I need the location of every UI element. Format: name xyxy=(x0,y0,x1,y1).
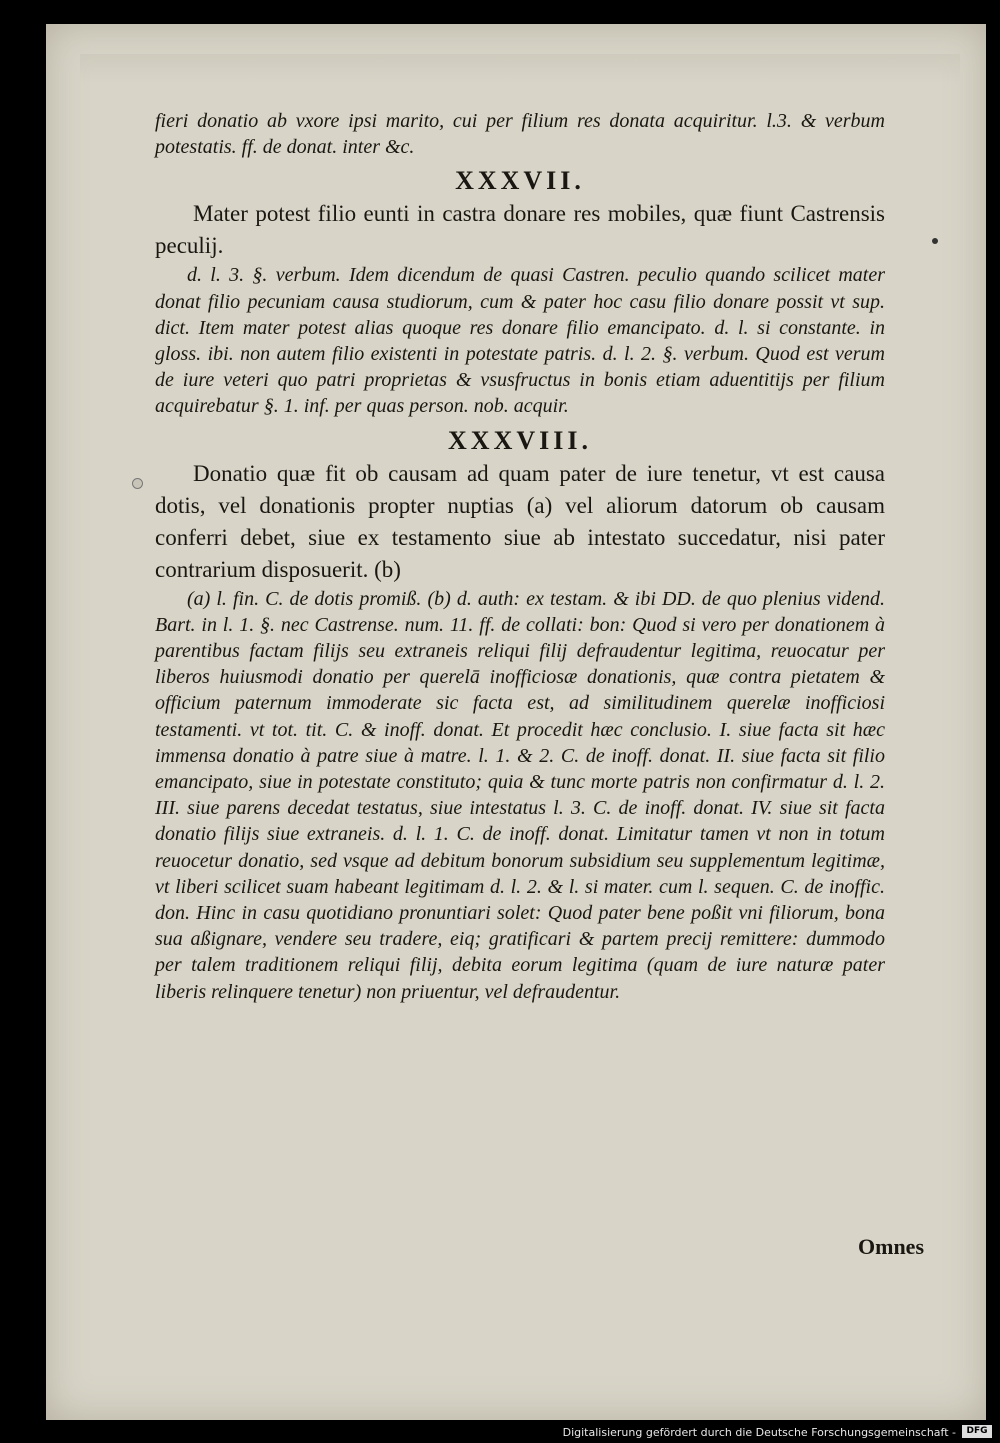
ink-spot xyxy=(932,238,938,244)
section-heading-37: XXXVII. xyxy=(455,166,585,196)
paper-hole xyxy=(132,478,143,489)
commentary-paragraph-38: (a) l. fin. C. de dotis promiß. (b) d. auth: ex testam. & ibi DD. de quo plenius vidend. Bart. in l. 1. §. nec Castrense. num. 11. ff. de collati: bon: Quod si vero per donationem à parentibus factam filijs seu extraneis reliqui filij defraudentur legitima, reuocatur per liberos huiusmodi donatio per querelā inofficiosæ donationis, quæ contra pietatem & officium paternum immoderate sic facta est, ad similitudinem querelæ inofficiosi testamenti. vt tot. tit. C. & inoff. donat. Et procedit hæc conclusio. I. siue facta sit hæc immensa donatio à patre siue à matre. l. 1. & 2. C. de inoff. donat. II. siue facta sit filio emancipato, siue in potestate constituto; quia & tunc morte patris non confirmatur d. l. 2. III. siue parens decedat testatus, siue intestatus l. 3. C. de inoff. donat. IV. siue sit facta donatio filijs siue extraneis. d. l. 1. C. de inoff. donat. Limitatur tamen vt non in totum reuocetur donatio, sed vsque ad debitum bonorum subsidium seu supplementum legitimæ, vt liberi scilicet suam habeant legitimam d. l. 2. & l. si mater. cum l. sequen. C. de inoffic. don. Hinc in casu quotidiano pronuntiari solet: Quod pater bene poßit vni filiorum, bona sua aßignare, vendere seu tradere, eiq; gratificari & partem precij remittere: dummodo per talem traditionem reliqui filij, debita eorum legitima (quam de iure naturæ pater liberis relinquere tenetur) non priuentur, vel defraudentur. xyxy=(155,587,885,1003)
dfg-logo: DFG xyxy=(962,1425,992,1438)
paragraph-continuation: fieri donatio ab vxore ipsi marito, cui per filium res donata acquiritur. l.3. & verbum potestatis. ff. de donat. inter &c. xyxy=(155,110,885,159)
commentary-paragraph-37: d. l. 3. §. verbum. Idem dicendum de quasi Castren. peculio quando scilicet mater donat filio pecuniam causa studiorum, cum & pater hoc casu filio donare possit vt sup. dict. Item mater potest alias quoque res donare filio emancipato. d. l. si constante. in gloss. ibi. non autem filio existenti in potestate patris. d. l. 2. §. verbum. Quod est verum de iure veteri quo patri proprietas & vsusfructus in bonis etiam aduentitijs per filium acquirebatur §. 1. inf. per quas person. nob. acquir. xyxy=(155,264,885,418)
section-heading-38: XXXVIII. xyxy=(448,425,592,455)
page-text xyxy=(155,108,885,1005)
rule-paragraph-38: Donatio quæ fit ob causam ad quam pater de iure tenetur, vt est causa dotis, vel donationis propter nuptias (a) vel aliorum datorum ob causam conferri debet, siue ex testamento siue ab intestato succedatur, nisi pater contrarium disposuerit. (b) xyxy=(155,460,885,582)
footer-bar xyxy=(0,1421,1000,1443)
book-page xyxy=(46,24,986,1420)
rule-paragraph-37: Mater potest filio eunti in castra donare res mobiles, quæ fiunt Castrensis peculij. xyxy=(155,201,885,259)
funding-notice: Digitalisierung gefördert durch die Deutsche Forschungsgemeinschaft - xyxy=(562,1426,956,1439)
catchword: Omnes xyxy=(858,1234,924,1259)
